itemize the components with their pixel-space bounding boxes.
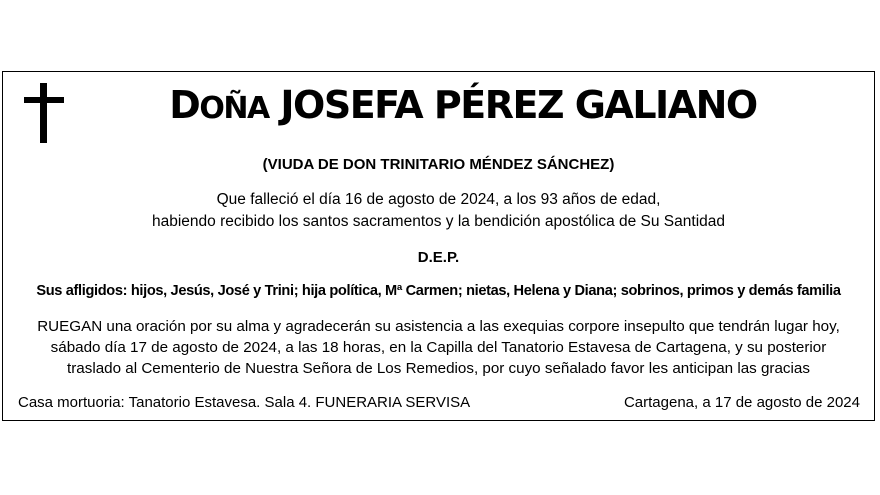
prayer-request-line-3: traslado al Cementerio de Nuestra Señora de Los Remedios, por cuyo señalado favor les anticipan las gracias: [67, 360, 810, 377]
prayer-request-line-1: RUEGAN una oración por su alma y agradecerán su asistencia a las exequias corpore insepulto que tendrán lugar hoy,: [37, 318, 840, 335]
place-and-date: Cartagena, a 17 de agosto de 2024: [623, 394, 860, 411]
cross-icon: [24, 83, 64, 143]
title-prefix-rest: OÑA: [199, 91, 269, 126]
widow-of-line: (VIUDA DE DON TRINITARIO MÉNDEZ SÁNCHEZ): [262, 156, 615, 173]
death-details-line-2: habiendo recibido los santos sacramentos y la bendición apostólica de Su Santidad: [151, 213, 725, 230]
title-prefix-initial: D: [169, 83, 200, 127]
deceased-name: JOSEFA PÉREZ GALIANO: [280, 83, 757, 127]
death-details-line-1: Que falleció el día 16 de agosto de 2024, a los 93 años de edad,: [216, 191, 661, 208]
family-mourners: Sus afligidos: hijos, Jesús, José y Trini; hija política, Mª Carmen; nietas, Helena y Diana; sobrinos, primos y demás familia: [36, 283, 841, 299]
deceased-name-title: [113, 80, 813, 134]
prayer-request-line-2: sábado día 17 de agosto de 2024, a las 18 horas, en la Capilla del Tanatorio Estavesa de Cartagena, y su posterior: [50, 339, 827, 356]
obituary-notice: [2, 71, 875, 421]
funeral-home-info: Casa mortuoria: Tanatorio Estavesa. Sala 4. FUNERARIA SERVISA: [18, 394, 471, 411]
rest-in-peace: D.E.P.: [417, 249, 460, 266]
